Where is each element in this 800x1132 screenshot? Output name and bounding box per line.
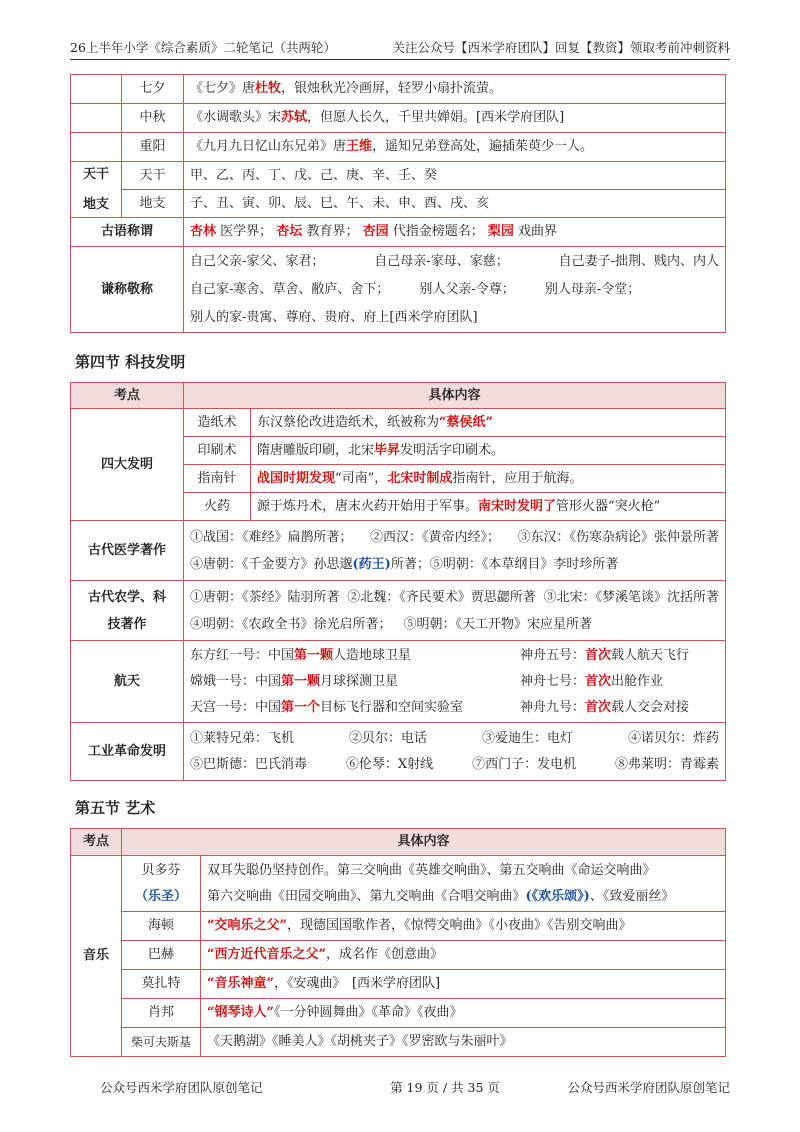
composer-content: “音乐神童”，《安魂曲》 [西米学府团队] — [201, 970, 726, 999]
composer-name: 巴赫 — [122, 941, 201, 970]
qianchen-label: 谦称敬称 — [71, 247, 184, 333]
footer-right: 公众号西米学府团队原创笔记 — [567, 1080, 730, 1095]
industrial-label: 工业革命发明 — [71, 723, 184, 781]
composer-name: 肖邦 — [122, 999, 201, 1028]
composer-content: “交响乐之父”，现德国国歌作者，《惊愕交响曲》《小夜曲》《告别交响曲》 — [201, 912, 726, 941]
table-row — [71, 218, 726, 247]
table-row — [71, 162, 726, 190]
section4-title: 第四节 科技发明 — [75, 353, 186, 371]
composer-name: 海顿 — [122, 912, 201, 941]
footer-left: 公众号西米学府团队原创笔记 — [100, 1080, 263, 1095]
page-header — [70, 38, 730, 60]
guyu-content: 杏林 医学界； 杏坛 教育界； 杏园 代指金榜题名； 梨园 戏曲界 — [184, 218, 726, 247]
composer-content: 《天鹅湖》《睡美人》《胡桃夹子》《罗密欧与朱丽叶》 — [201, 1028, 726, 1057]
table-row — [71, 581, 726, 641]
invention-content: 源于炼丹术，唐末火药开始用于军事。南宋时发明了管形火器“突火枪” — [251, 493, 726, 521]
table-row — [71, 912, 726, 941]
festival-content: 《九月九日忆山东兄弟》唐王维，遥知兄弟登高处，遍插茱萸少一人。 — [184, 133, 726, 162]
composer-content: “钢琴诗人”《一分钟圆舞曲》《革命》《夜曲》 — [201, 999, 726, 1028]
table-row — [71, 856, 726, 912]
table-row — [71, 247, 726, 333]
festival-content: 《七夕》唐杜牧，银烛秋光冷画屏，轻罗小扇扑流萤。 — [184, 75, 726, 104]
header-left: 26上半年小学《综合素质》二轮笔记（共两轮） — [70, 40, 336, 55]
blank-cell — [71, 104, 122, 133]
invention-name: 指南针 — [184, 465, 251, 493]
tiangan-label: 天干 — [122, 162, 184, 190]
section5-title: 第五节 艺术 — [75, 799, 156, 817]
col-content: 具体内容 — [184, 383, 726, 409]
ganzhi-label: 天干 地支 — [71, 162, 122, 218]
table-row — [71, 941, 726, 970]
table-header-row — [71, 829, 726, 856]
four-inventions-label: 四大发明 — [71, 409, 184, 521]
table-row — [71, 409, 726, 437]
table-row — [71, 104, 726, 133]
guyu-label: 古语称谓 — [71, 218, 184, 247]
qianchen-content: 自己父亲-家父、家君； 自己母亲-家母、家慈； 自己妻子-拙荆、贱内、内人 自己家-寒舍、草舍、敝庐、舍下； 别人父亲-令尊； 别人母亲-令堂； 别人的家-贵寓、尊府、贵府、府上[西米学府团队] — [184, 247, 726, 333]
agri-content: ①唐朝：《茶经》陆羽所著 ②北魏：《齐民要术》贾思勰所著 ③北宋：《梦溪笔谈》沈括所著 ④明朝：《农政全书》徐光启所著； ⑤明朝：《天工开物》宋应星所著 — [184, 581, 726, 641]
col-kaodian: 考点 — [71, 829, 122, 856]
invention-content: 东汉蔡伦改进造纸术，纸被称为“蔡侯纸” — [251, 409, 726, 437]
table-row — [71, 999, 726, 1028]
table-row — [71, 1028, 726, 1057]
table-row — [71, 641, 726, 723]
tiangan-content: 甲、乙、丙、丁、戊、己、庚、辛、壬、癸 — [184, 162, 726, 190]
festival-name: 重阳 — [122, 133, 184, 162]
dizhi-label: 地支 — [122, 190, 184, 218]
col-kaodian: 考点 — [71, 383, 184, 409]
composer-content: 双耳失聪仍坚持创作。第三交响曲《英雄交响曲》、第五交响曲《命运交响曲》 第六交响曲《田园交响曲》、第九交响曲《合唱交响曲》(《欢乐颂》)、《致爱丽丝》 — [201, 856, 726, 912]
table-row — [71, 521, 726, 581]
header-right: 关注公众号【西米学府团队】回复【教资】领取考前冲刺资料 — [392, 40, 730, 55]
invention-content: 隋唐雕版印刷，北宋毕昇发明活字印刷术。 — [251, 437, 726, 465]
table-row — [71, 190, 726, 218]
invention-content: 战国时期发现“司南”，北宋时制成指南针，应用于航海。 — [251, 465, 726, 493]
tech-table — [70, 382, 726, 781]
table-header-row — [71, 383, 726, 409]
culture-table — [70, 74, 726, 333]
composer-name: 贝多芬 （乐圣） — [122, 856, 201, 912]
festival-content: 《水调歌头》宋苏轼，但愿人长久，千里共婵娟。[西米学府团队] — [184, 104, 726, 133]
space-content: 东方红一号：中国第一颗人造地球卫星 神舟五号：首次载人航天飞行 嫦娥一号：中国第一颗月球探测卫星 神舟七号：首次出舱作业 天宫一号：中国第一个目标飞行器和空间实验室 神舟九号：首次载人交会对接 — [184, 641, 726, 723]
art-table — [70, 828, 726, 1057]
space-label: 航天 — [71, 641, 184, 723]
dizhi-content: 子、丑、寅、卯、辰、巳、午、未、申、酉、戌、亥 — [184, 190, 726, 218]
blank-cell — [71, 133, 122, 162]
table-row — [71, 133, 726, 162]
blank-cell — [71, 75, 122, 104]
col-content: 具体内容 — [122, 829, 726, 856]
music-label: 音乐 — [71, 856, 122, 1057]
invention-name: 造纸术 — [184, 409, 251, 437]
composer-name: 柴可夫斯基 — [122, 1028, 201, 1057]
medicine-content: ①战国：《难经》扁鹊所著； ②西汉：《黄帝内经》； ③东汉：《伤寒杂病论》张仲景所著 ④唐朝：《千金要方》孙思邈(药王)所著；⑤明朝：《本草纲目》李时珍所著 — [184, 521, 726, 581]
composer-content: “西方近代音乐之父”，成名作《创意曲》 — [201, 941, 726, 970]
table-row — [71, 723, 726, 781]
festival-name: 中秋 — [122, 104, 184, 133]
table-row — [71, 75, 726, 104]
medicine-label: 古代医学著作 — [71, 521, 184, 581]
agri-label: 古代农学、科 技著作 — [71, 581, 184, 641]
invention-name: 火药 — [184, 493, 251, 521]
page-footer — [100, 1078, 730, 1096]
table-row — [71, 970, 726, 999]
industrial-content: ①莱特兄弟：飞机 ②贝尔：电话 ③爱迪生：电灯 ④诺贝尔：炸药 ⑤巴斯德：巴氏消毒 ⑥伦琴：X射线 ⑦西门子：发电机 ⑧弗莱明：青霉素 — [184, 723, 726, 781]
composer-name: 莫扎特 — [122, 970, 201, 999]
festival-name: 七夕 — [122, 75, 184, 104]
invention-name: 印刷术 — [184, 437, 251, 465]
page-number: 第 19 页 / 共 35 页 — [390, 1080, 500, 1095]
